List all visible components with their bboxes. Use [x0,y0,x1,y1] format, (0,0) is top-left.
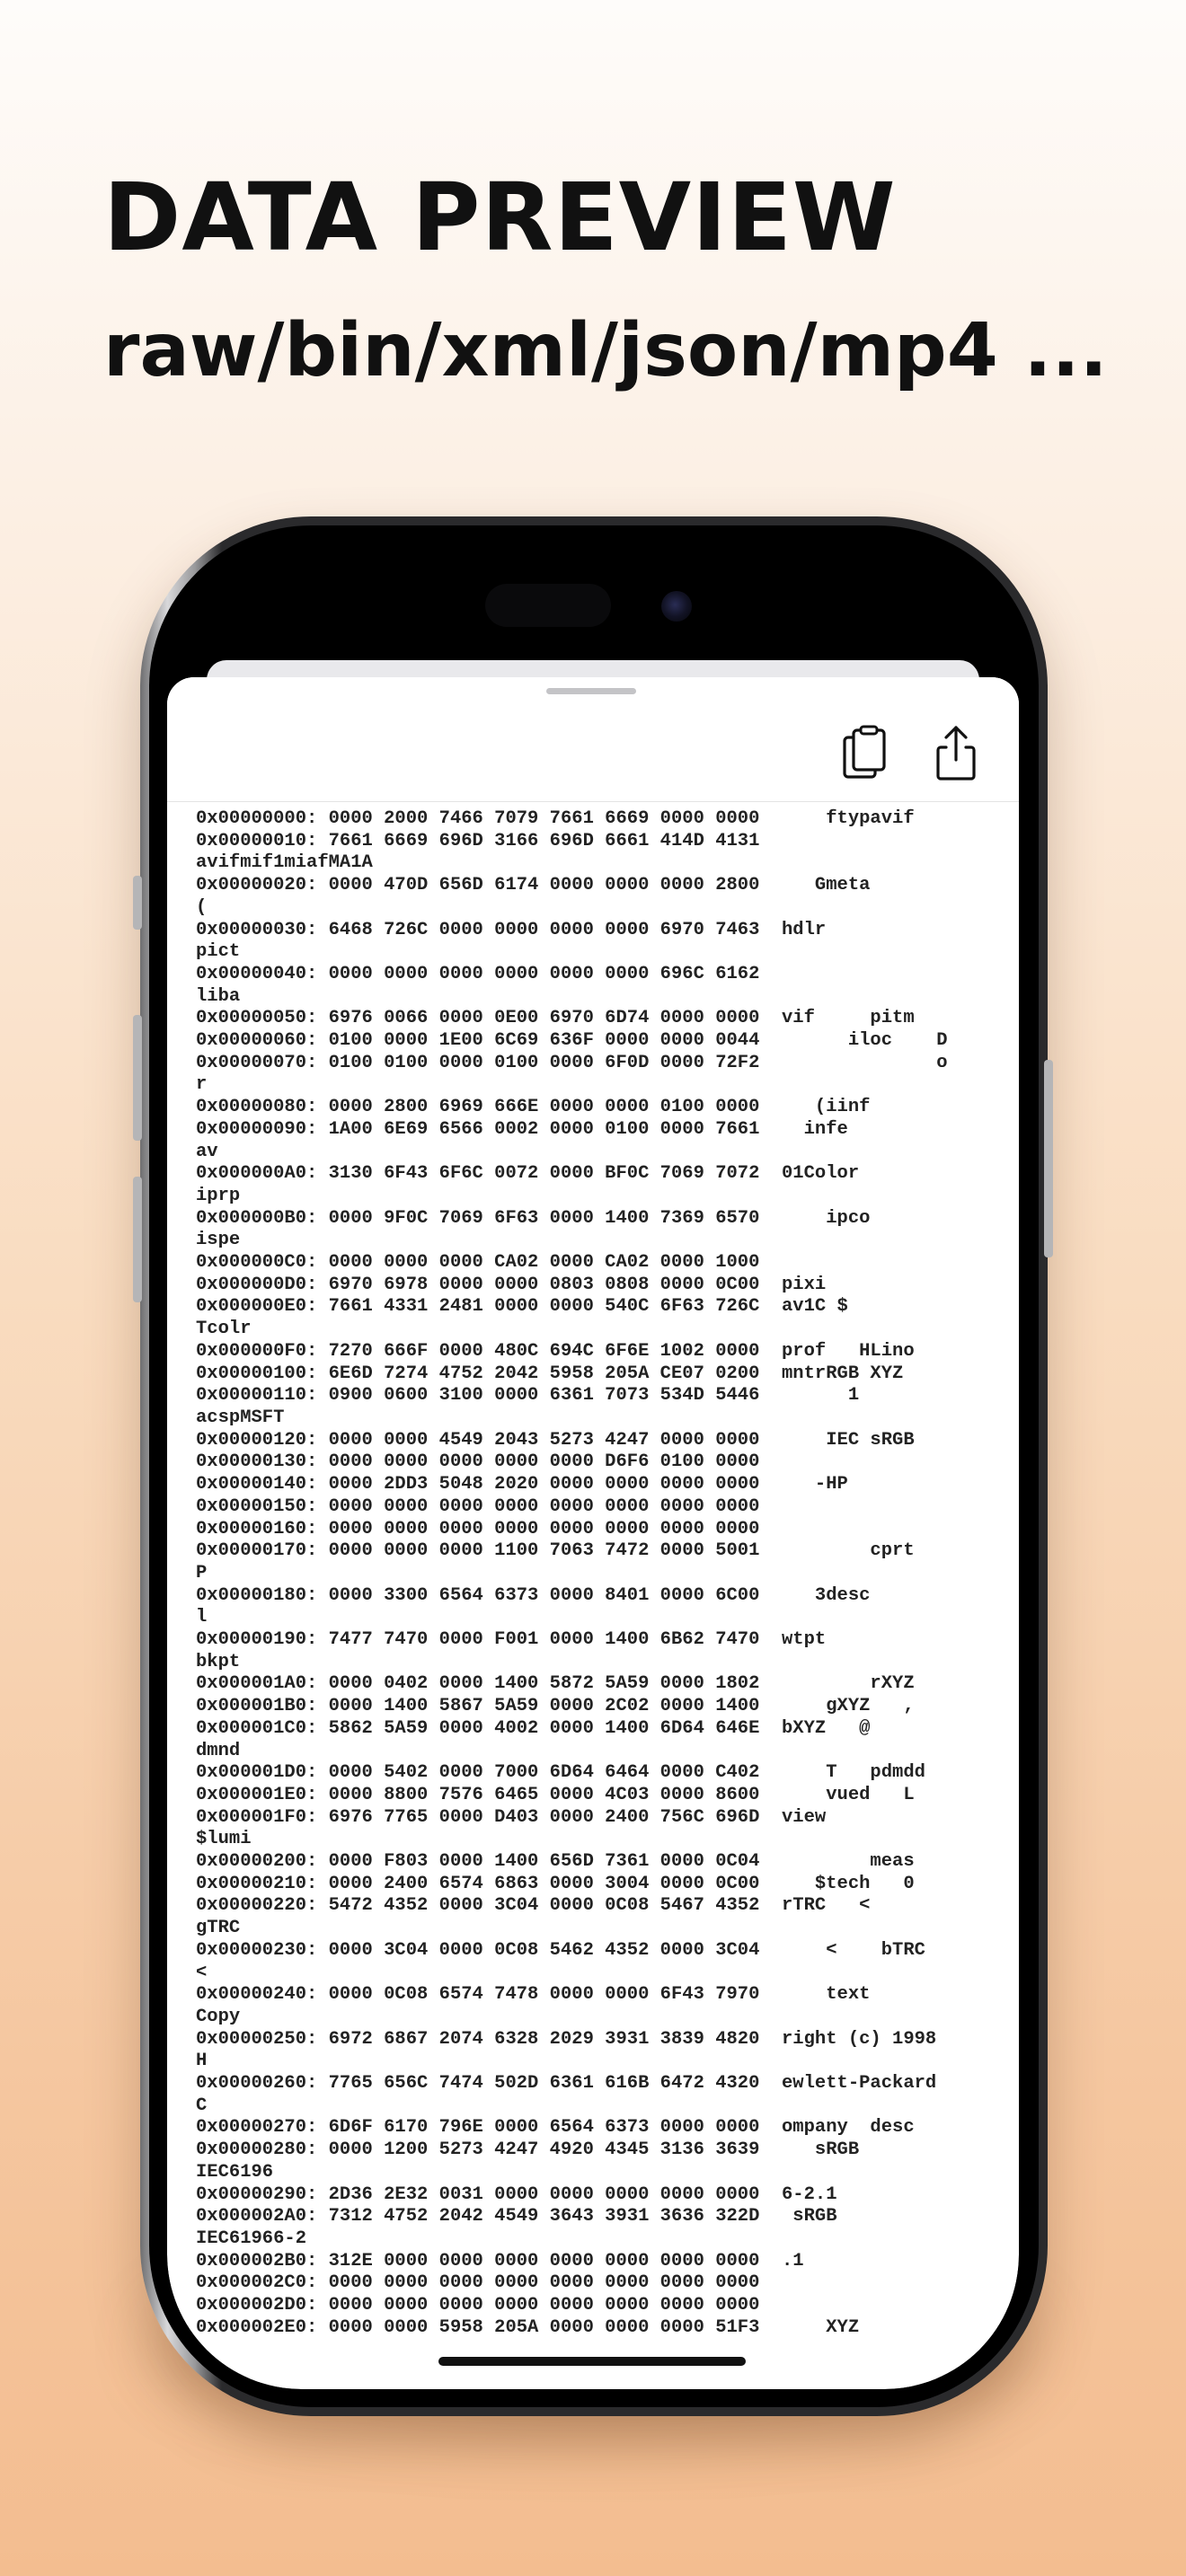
hex-line: 0x00000140: 0000 2DD3 5048 2020 0000 0000 0000 0000 -HP [196,1474,848,1495]
hex-line: 0x00000110: 0900 0600 3100 0000 6361 7073 534D 5446 1 [196,1385,860,1407]
hex-line: 0x000002B0: 312E 0000 0000 0000 0000 0000 0000 0000 .1 [196,2250,804,2272]
hex-line: 0x000000E0: 7661 4331 2481 0000 0000 540C 6F63 726C av1C $ [196,1296,848,1318]
hex-line: 0x00000010: 7661 6669 696D 3166 696D 6661 414D 4131 [196,830,760,851]
hex-line: 0x000001F0: 6976 7765 0000 D403 0000 2400 756C 696D view [196,1806,827,1828]
hex-line: 0x00000160: 0000 0000 0000 0000 0000 0000 0000 0000 [196,1518,760,1539]
hex-line: 0x00000150: 0000 0000 0000 0000 0000 0000 0000 0000 [196,1495,760,1517]
hex-line: gTRC [196,1918,241,1939]
hex-line: 0x00000240: 0000 0C08 6574 7478 0000 0000 6F43 7970 text [196,1984,871,2006]
hex-line: $lumi [196,1829,252,1850]
hex-line: 0x00000250: 6972 6867 2074 6328 2029 3931 3839 4820 right (c) 1998 [196,2028,937,2050]
hex-line: l [196,1607,208,1628]
side-button [1044,1060,1053,1257]
home-indicator[interactable] [438,2357,746,2366]
headline-title: DATA PREVIEW [103,163,897,272]
hex-line: < [196,1962,208,1983]
hex-line: IEC61966-2 [196,2228,307,2249]
clipboard-copy-icon [833,722,896,785]
phone-screen [167,656,1019,2389]
hex-line: 0x000000F0: 7270 666F 0000 480C 694C 6F6E 1002 0000 prof HLino [196,1340,915,1362]
hex-dump-view[interactable] [196,808,987,2340]
hex-line: Tcolr [196,1319,252,1340]
hex-line: 0x00000130: 0000 0000 0000 0000 0000 D6F6 0100 0000 [196,1451,760,1473]
hex-line: iprp [196,1185,241,1206]
hex-line: 0x000002E0: 0000 0000 5958 205A 0000 0000 0000 51F3 XYZ [196,2316,860,2338]
hex-line: liba [196,985,241,1007]
hex-line: 0x000002C0: 0000 0000 0000 0000 0000 0000 0000 0000 [196,2272,760,2294]
hex-line: 0x00000170: 0000 0000 0000 1100 7063 7472 0000 5001 cprt [196,1540,915,1562]
hex-line: 0x000001A0: 0000 0402 0000 1400 5872 5A59 0000 1802 rXYZ [196,1673,915,1695]
copy-button[interactable] [833,722,896,785]
hex-line: 0x00000030: 6468 726C 0000 0000 0000 0000 6970 7463 hdlr [196,919,827,940]
hex-line: 0x00000220: 5472 4352 0000 3C04 0000 0C08 5467 4352 rTRC < [196,1895,871,1917]
hex-line: 0x00000120: 0000 0000 4549 2043 5273 4247 0000 0000 IEC sRGB [196,1429,915,1451]
hex-line: 0x00000230: 0000 3C04 0000 0C08 5462 4352 0000 3C04 < bTRC [196,1939,925,1961]
hex-line: ispe [196,1230,241,1251]
sheet-toolbar [167,677,1019,802]
hex-line: 0x00000270: 6D6F 6170 796E 0000 6564 6373 0000 0000 ompany desc [196,2117,915,2139]
hex-line: av [196,1141,218,1162]
front-camera [661,591,692,622]
hex-line: 0x00000290: 2D36 2E32 0031 0000 0000 0000 0000 0000 6-2.1 [196,2183,837,2205]
hex-line: 0x000001D0: 0000 5402 0000 7000 6D64 6464 0000 C402 T pdmdd [196,1762,925,1784]
hex-line: 0x000000C0: 0000 0000 0000 CA02 0000 CA02 0000 1000 [196,1252,760,1274]
hex-line: bkpt [196,1651,241,1672]
volume-down-button [133,1177,142,1302]
hex-line: dmnd [196,1740,241,1761]
silent-switch [133,876,142,930]
volume-up-button [133,1015,142,1141]
hex-line: 0x00000060: 0100 0000 1E00 6C69 636F 0000 0000 0044 iloc D [196,1030,948,1052]
hex-line: 0x00000100: 6E6D 7274 4752 2042 5958 205A CE07 0200 mntrRGB XYZ [196,1363,904,1384]
hex-line: ( [196,896,208,918]
hex-line: r [196,1074,208,1096]
hex-line: 0x000002D0: 0000 0000 0000 0000 0000 0000 0000 0000 [196,2295,760,2316]
hex-line: 0x00000040: 0000 0000 0000 0000 0000 0000 696C 6162 [196,963,760,984]
hex-line: avifmif1miafMA1A [196,852,373,874]
hex-line: 0x000001C0: 5862 5A59 0000 4002 0000 1400 6D64 646E bXYZ @ [196,1717,871,1739]
hex-line: 0x00000210: 0000 2400 6574 6863 0000 3004 0000 0C00 $tech 0 [196,1873,915,1894]
hex-line: 0x00000190: 7477 7470 0000 F001 0000 1400 6B62 7470 wtpt [196,1629,827,1651]
headline-subtitle: raw/bin/xml/json/mp4 ... [103,308,1108,393]
hex-line: pict [196,941,241,963]
hex-line: acspMSFT [196,1407,285,1428]
hex-line: H [196,2051,208,2072]
hex-line: 0x00000260: 7765 656C 7474 502D 6361 616B 6472 4320 ewlett-Packard [196,2073,937,2095]
hex-line: 0x00000000: 0000 2000 7466 7079 7661 6669 0000 0000 ftypavif [196,808,915,829]
hex-line: C [196,2095,208,2116]
hex-line: 0x00000090: 1A00 6E69 6566 0002 0000 0100 0000 7661 infe [196,1118,848,1140]
hex-line: 0x000001B0: 0000 1400 5867 5A59 0000 2C02 0000 1400 gXYZ , [196,1696,915,1717]
share-button[interactable] [925,722,987,785]
preview-sheet [167,677,1019,2389]
hex-line: 0x000000A0: 3130 6F43 6F6C 0072 0000 BF0C 7069 7072 01Color [196,1163,860,1185]
hex-line: Copy [196,2006,241,2027]
dynamic-island [485,584,611,627]
hex-line: 0x000002A0: 7312 4752 2042 4549 3643 3931 3636 322D sRGB [196,2206,837,2228]
sheet-grabber[interactable] [546,688,636,694]
hex-line: 0x00000020: 0000 470D 656D 6174 0000 0000 0000 2800 Gmeta [196,875,871,896]
hex-line: P [196,1562,208,1584]
hex-line: 0x000000B0: 0000 9F0C 7069 6F63 0000 1400 7369 6570 ipco [196,1207,871,1229]
hex-line: 0x000000D0: 6970 6978 0000 0000 0803 0808 0000 0C00 pixi [196,1274,827,1295]
hex-line: 0x00000080: 0000 2800 6969 666E 0000 0000 0100 0000 (iinf [196,1097,871,1118]
share-icon [925,722,987,785]
hex-line: 0x00000280: 0000 1200 5273 4247 4920 4345 3136 3639 sRGB [196,2139,860,2161]
hex-line: 0x00000050: 6976 0066 0000 0E00 6970 6D74 0000 0000 vif pitm [196,1008,915,1029]
hex-line: 0x00000200: 0000 F803 0000 1400 656D 7361 0000 0C04 meas [196,1851,915,1873]
hex-line: 0x000001E0: 0000 8800 7576 6465 0000 4C03 0000 8600 vued L [196,1784,915,1805]
hex-line: 0x00000070: 0100 0100 0000 0100 0000 6F0D 0000 72F2 o [196,1052,948,1073]
hex-line: 0x00000180: 0000 3300 6564 6373 0000 8401 0000 6C00 3desc [196,1584,871,1606]
hex-line: IEC6196 [196,2161,274,2183]
